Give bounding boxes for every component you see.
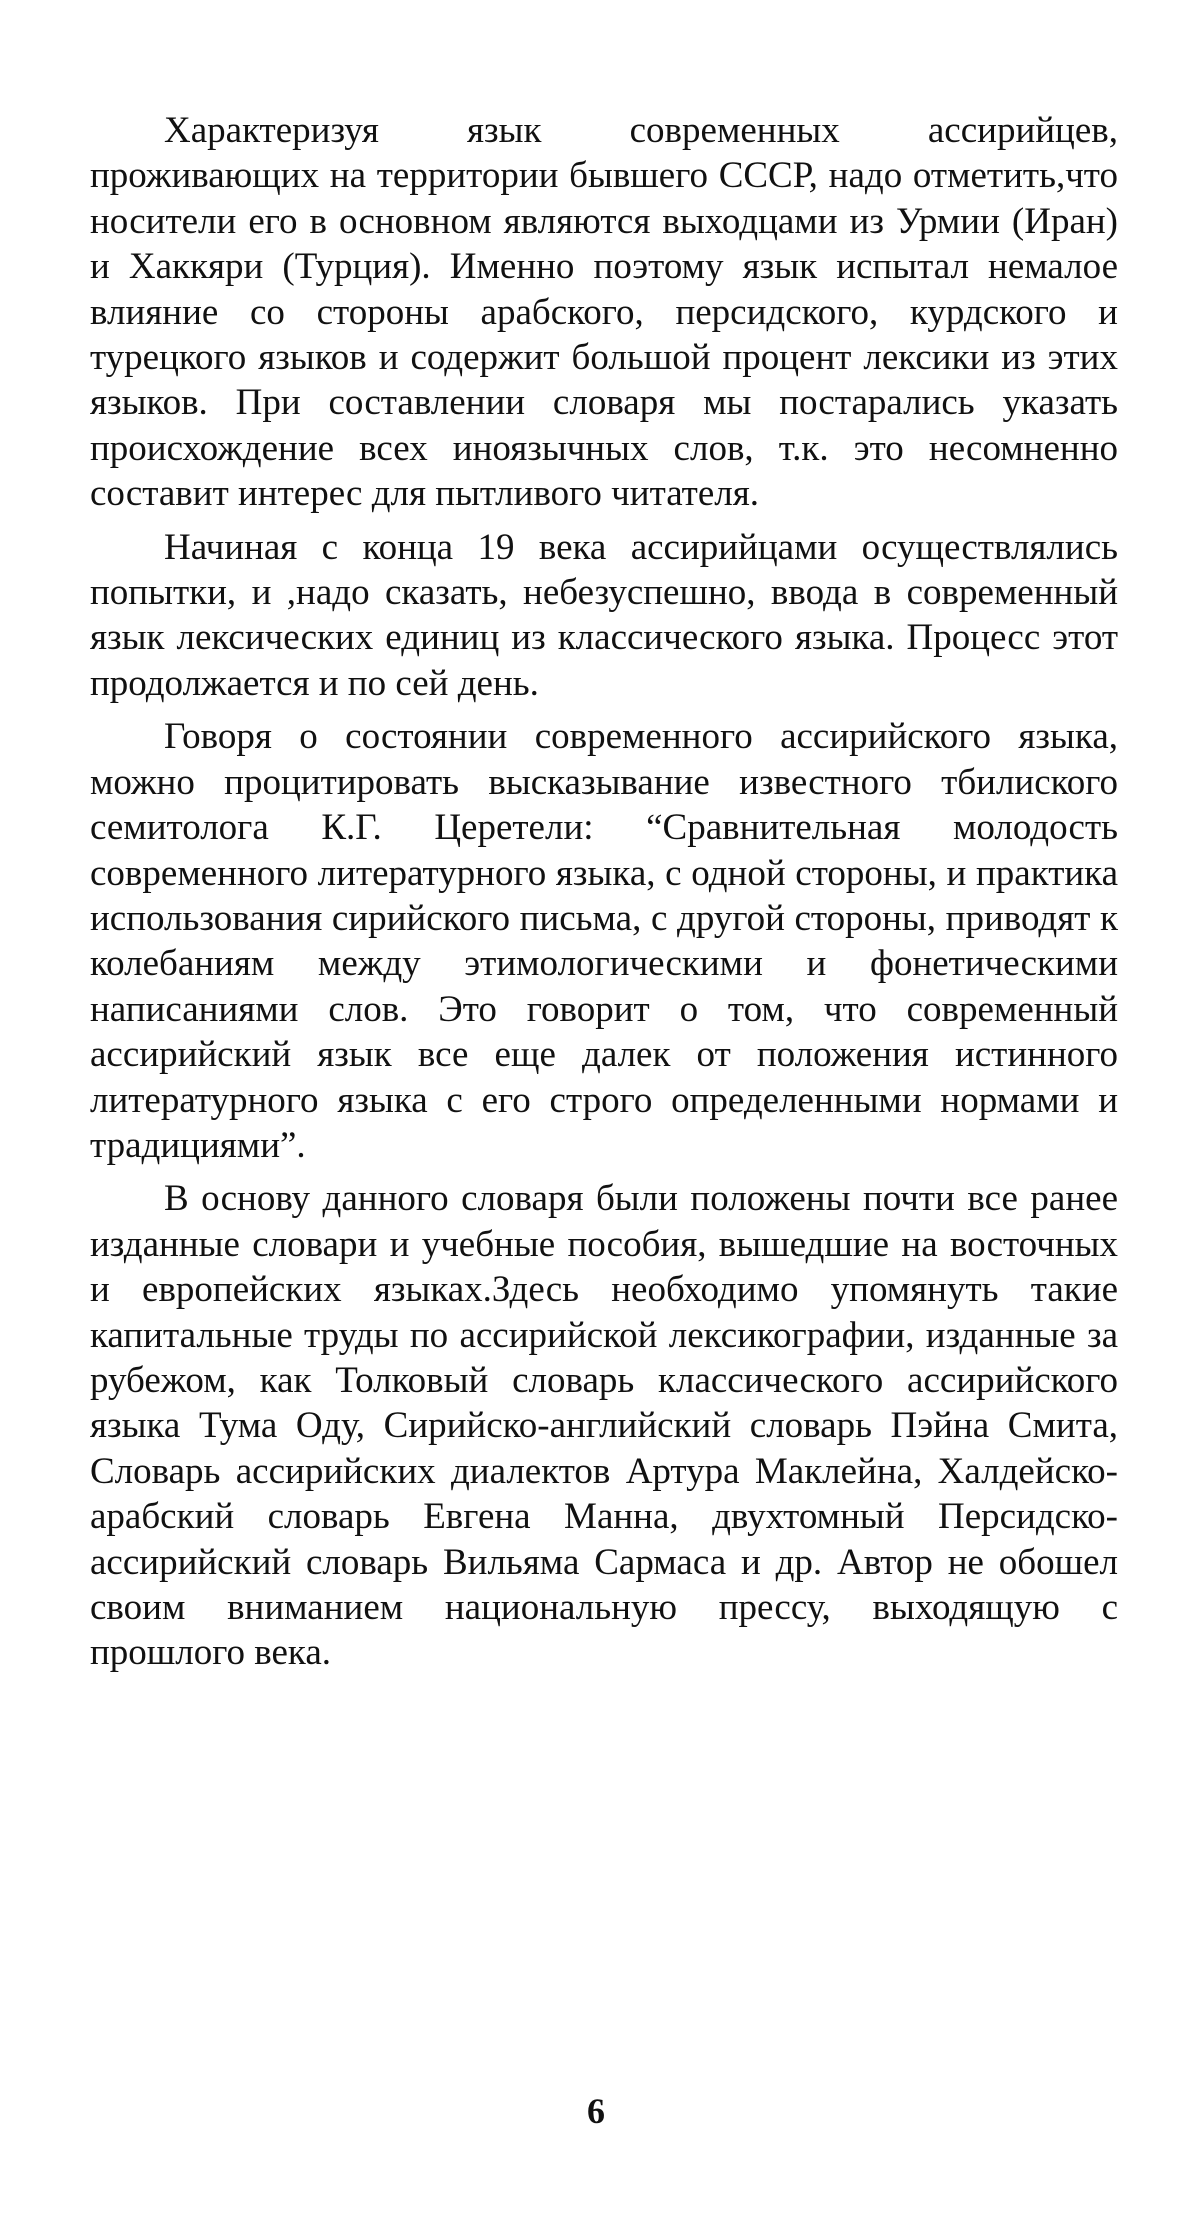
page-number: 6: [587, 2091, 605, 2131]
paragraph-3: Говоря о состоянии современного ассирийского языка, можно процитировать высказывание известного тбилиского семитолога К.Г. Церетели: “Сравнительная молодость современного литературного языка, с одной стороны, и практика использования сирийского письма, с другой стороны, приводят к колебаниям между этимологическими и фонетическими написаниями слов. Это говорит о том, что современный ассирийский язык все еще далек от положения истинного литературного языка с его строго определенными нормами и традициями”.: [90, 716, 1118, 1166]
page-body: [90, 108, 1118, 1684]
paragraph-4: В основу данного словаря были положены почти все ранее изданные словари и учебные пособия, вышедшие на восточных и европейских языках.Здесь необходимо упомянуть такие капитальные труды по ассирийской лексикографии, изданные за рубежом, как Толковый словарь классического ассирийского языка Тума Оду, Сирийско-английский словарь Пэйна Смита, Словарь ассирийских диалектов Артура Маклейна, Халдейско-арабский словарь Евгена Манна, двухтомный Персидско-ассирийский словарь Вильяма Сармаса и др. Автор не обошел своим вниманием национальную прессу, выходящую с прошлого века.: [90, 1178, 1118, 1674]
paragraph-2: Начиная с конца 19 века ассирийцами осуществлялись попытки, и ,надо сказать, небезуспешно, ввода в современный язык лексических единиц из классического языка. Процесс этот продолжается и по сей день.: [90, 526, 1118, 704]
paragraph-1: Характеризуя язык современных ассирийцев, проживающих на территории бывшего СССР, надо отметить,что носители его в основном являются выходцами из Урмии (Иран) и Хаккяри (Турция). Именно поэтому язык испытал немалое влияние со стороны арабского, персидского, курдского и турецкого языков и содержит большой процент лексики из этих языков. При составлении словаря мы постарались указать происхождение всех иноязычных слов, т.к. это несомненно составит интерес для пытливого читателя.: [90, 110, 1118, 515]
